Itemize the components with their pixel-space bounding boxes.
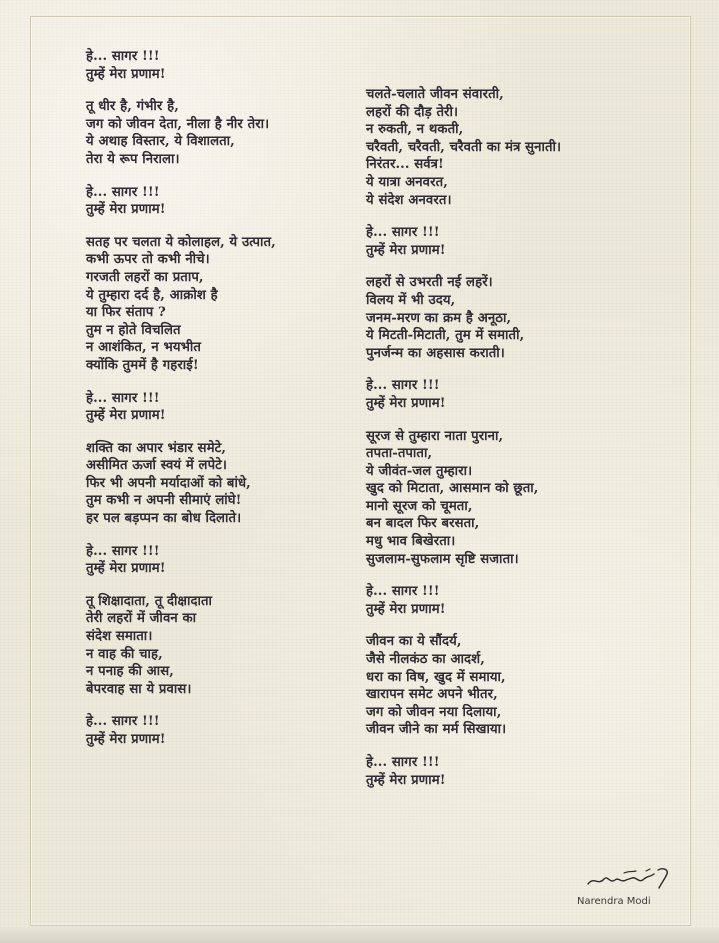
poem-stanza xyxy=(366,274,666,362)
poem-column-right xyxy=(366,86,666,804)
poem-line: न वाह की चाह, xyxy=(86,646,163,662)
poem-line: हर पल बड़प्पन का बोध दिलाते। xyxy=(86,511,242,527)
poem-line: ये तुम्हारा दर्द है, आक्रोश है xyxy=(86,287,218,303)
poem-line: ये मिटती-मिटाती, तुम में समाती, xyxy=(366,328,525,344)
poem-line: तुम्हें मेरा प्रणाम! xyxy=(86,561,166,577)
poem-line: सूरज से तुम्हारा नाता पुराना, xyxy=(366,428,504,444)
poem-line: तू धीर है, गंभीर है, xyxy=(86,99,179,115)
poem-line: चरैवती, चरैवती, चरैवती का मंत्र सुनाती। xyxy=(366,139,562,155)
poem-line: जनम-मरण का क्रम है अनूठा, xyxy=(366,310,512,326)
poem-stanza xyxy=(86,713,366,748)
poem-line: हे... सागर !!! xyxy=(366,378,440,394)
poem-line: विलय में भी उदय, xyxy=(366,292,456,308)
poem-line: चलते-चलाते जीवन संवारती, xyxy=(366,87,504,102)
poem-line: तुम्हें मेरा प्रणाम! xyxy=(366,601,446,617)
poem-line: तुम्हें मेरा प्रणाम! xyxy=(366,395,446,411)
poem-line: निरंतर... सर्वत्र! xyxy=(366,157,444,173)
poem-line: तुम्हें मेरा प्रणाम! xyxy=(86,732,166,747)
poem-column-left xyxy=(86,48,366,764)
poem-line: जीवन जीने का मर्म सिखाया। xyxy=(366,722,507,738)
poem-line: तपता-तपाता, xyxy=(366,446,433,462)
poem-line: हे... सागर !!! xyxy=(86,184,160,200)
poem-line: न पनाह की आस, xyxy=(86,664,174,680)
page-bottom-edge xyxy=(0,928,719,943)
poem-line: खुद को मिटाता, आसमान को छूता, xyxy=(366,481,539,497)
poem-line: तुम्हें मेरा प्रणाम! xyxy=(86,202,166,218)
poem-line: हे... सागर !!! xyxy=(86,390,160,406)
poem-stanza xyxy=(366,428,666,569)
poem-line: तुम न होते विचलित xyxy=(86,322,181,338)
poem-line: हे... सागर !!! xyxy=(366,225,440,241)
poem-line: हे... सागर !!! xyxy=(86,714,160,730)
poem-stanza xyxy=(366,377,666,412)
poem-line: लहरों की दौड़ तेरी। xyxy=(366,104,459,120)
poem-line: ये यात्रा अनवरत, xyxy=(366,174,448,190)
poem-line: पुनर्जन्म का अहसास कराती। xyxy=(366,345,505,361)
poem-line: ये जीवंत-जल तुम्हारा। xyxy=(366,463,473,479)
poem-line: तू शिक्षादाता, तू दीक्षादाता xyxy=(86,593,213,609)
poem-line: ये अथाह विस्तार, ये विशालता, xyxy=(86,134,235,150)
poem-line: हे... सागर !!! xyxy=(86,543,160,559)
poem-line: असीमित ऊर्जा स्वयं में लपेटे। xyxy=(86,458,228,474)
poem-stanza xyxy=(366,633,666,739)
poem-line: या फिर संताप ? xyxy=(86,305,166,321)
poem-stanza xyxy=(86,234,366,375)
poem-line: शक्ति का अपार भंडार समेटे, xyxy=(86,440,227,456)
poem-line: तुम्हें मेरा प्रणाम! xyxy=(86,66,166,82)
poem-stanza xyxy=(86,390,366,425)
poem-line: गरजती लहरों का प्रताप, xyxy=(86,269,204,285)
poem-stanza xyxy=(366,583,666,618)
poem-line: न आशंकित, न भयभीत xyxy=(86,340,202,356)
poem-line: लहरों से उभरती नई लहरें। xyxy=(366,275,493,291)
author-name: Narendra Modi xyxy=(577,896,651,907)
poem-line: न रुकती, न थकती, xyxy=(366,122,464,138)
poem-line: जैसे नीलकंठ का आदर्श, xyxy=(366,652,485,668)
handwritten-signature xyxy=(584,862,684,894)
poem-line: मधु भाव बिखेरता। xyxy=(366,534,456,550)
poem-line: तुम्हें मेरा प्रणाम! xyxy=(86,408,166,424)
poem-stanza xyxy=(366,86,666,209)
poem-line: फिर भी अपनी मर्यादाओं को बांधे, xyxy=(86,475,251,491)
poem-line: बेपरवाह सा ये प्रवास। xyxy=(86,681,192,697)
poem-line: तुम्हें मेरा प्रणाम! xyxy=(366,242,446,258)
poem-line: संदेश समाता। xyxy=(86,629,153,645)
poem-line: सुजलाम-सुफलाम सृष्टि सजाता। xyxy=(366,551,519,567)
poem-stanza xyxy=(86,593,366,699)
poem-stanza xyxy=(366,224,666,259)
poem-line: बन बादल फिर बरसता, xyxy=(366,516,480,532)
poem-line: सतह पर चलता ये कोलाहल, ये उत्पात, xyxy=(86,234,276,250)
poem-stanza xyxy=(86,184,366,219)
poem-line: तुम्हें मेरा प्रणाम! xyxy=(366,772,446,788)
poem-stanza xyxy=(86,440,366,528)
poem-stanza xyxy=(86,98,366,168)
poem-line: खारापन समेट अपने भीतर, xyxy=(366,687,498,703)
poem-line: जीवन का ये सौंदर्य, xyxy=(366,634,462,650)
poem-line: जग को जीवन नया दिलाया, xyxy=(366,704,502,720)
poem-line: मानो सूरज को चूमता, xyxy=(366,498,473,514)
poem-stanza xyxy=(366,754,666,789)
poem-line: हे... सागर !!! xyxy=(366,755,440,770)
poem-line: तेरा ये रूप निराला। xyxy=(86,151,180,167)
poem-line: हे... सागर !!! xyxy=(366,584,440,600)
poem-stanza xyxy=(86,543,366,578)
poem-line: तुम कभी न अपनी सीमाएं लांघे! xyxy=(86,493,242,509)
poem-line: कभी ऊपर तो कभी नीचे। xyxy=(86,252,210,268)
poem-line: धरा का विष, खुद में समाया, xyxy=(366,669,506,685)
poem-line: तेरी लहरों में जीवन का xyxy=(86,611,197,627)
poem-line: जग को जीवन देता, नीला है नीर तेरा। xyxy=(86,116,270,132)
poem-stanza xyxy=(86,48,366,83)
poem-line: ये संदेश अनवरत। xyxy=(366,192,452,208)
poem-line: हे... सागर !!! xyxy=(86,49,160,64)
poem-line: क्योंकि तुममें है गहराई! xyxy=(86,357,199,373)
